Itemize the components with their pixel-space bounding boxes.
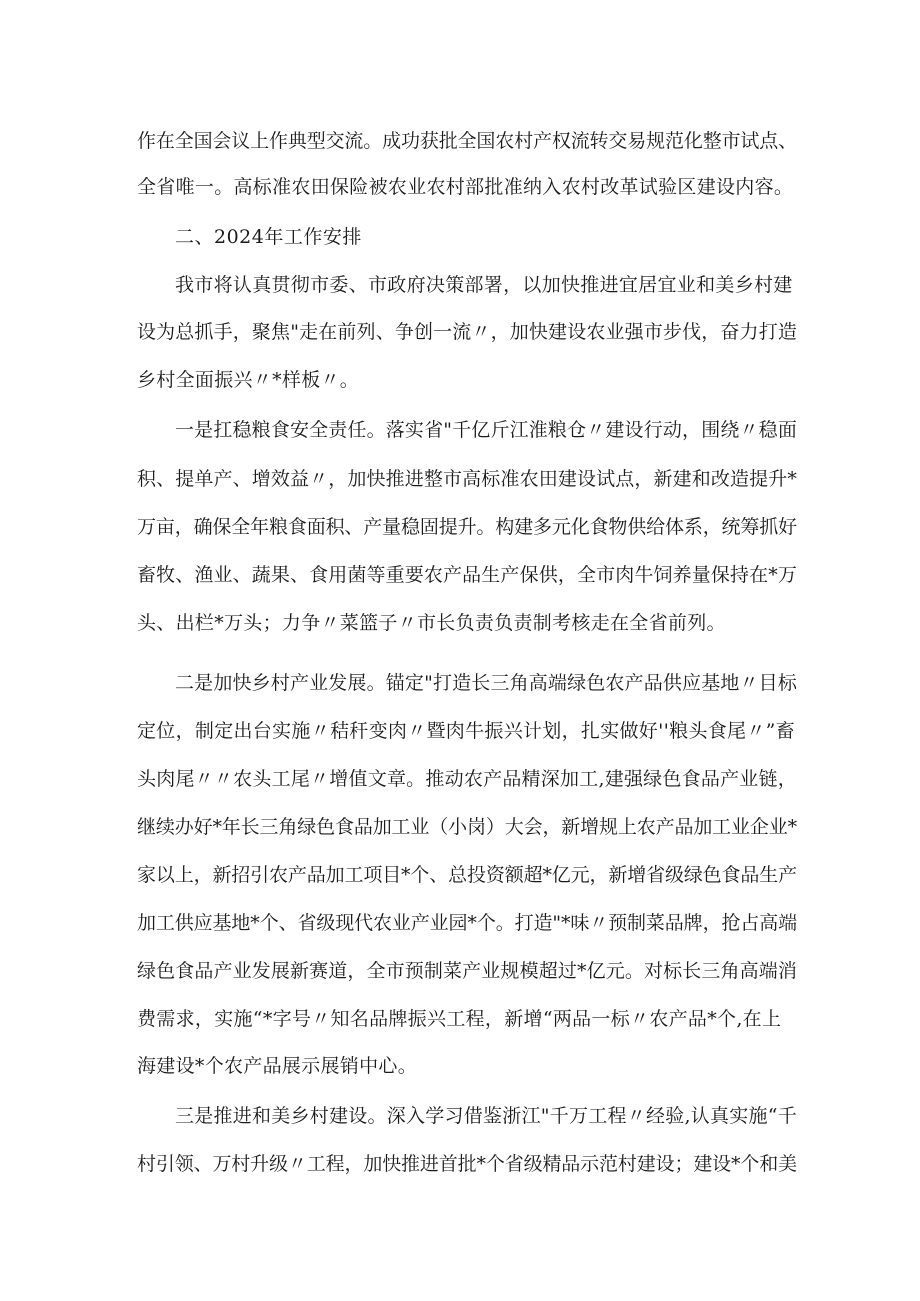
text-line: 设为总抓手，聚焦"走在前列、争创一流〃，加快建设农业强市步伐，奋力打造 [137,321,797,343]
text-line: 一是扛稳粮食安全责任。落实省"千亿斤江淮粮仓〃建设行动，围绕〃稳面 [175,419,797,441]
text-line: 村引领、万村升级〃工程，加快推进首批*个省级精品示范村建设；建设*个和美 [137,1153,797,1175]
text-line: 我市将认真贯彻市委、市政府决策部署，以加快推进宜居宜业和美乡村建 [175,274,793,296]
text-line: 全省唯一。高标准农田保险被农业农村部批准纳入农村改革试验区建设内容。 [137,176,794,198]
text-line: 家以上，新招引农产品加工项目*个、总投资额超*亿元，新增省级绿色食品生产 [137,864,797,886]
text-line: 二是加快乡村产业发展。锚定"打造长三角高端绿色农产品供应基地〃目标 [175,672,797,694]
text-line: 头肉尾〃〃农头工尾〃增值文章。推动农产品精深加工,建强绿色食品产业链， [137,768,797,790]
text-line: 作在全国会议上作典型交流。成功获批全国农村产权流转交易规范化整市试点、 [137,130,797,152]
text-line: 畜牧、渔业、蔬果、食用菌等重要农产品生产保供，全市肉牛饲养量保持在*万 [137,564,797,586]
text-line: 定位，制定出台实施〃秸秆变肉〃暨肉牛振兴计划，扎实做好''粮头食尾〃”畜 [137,720,795,742]
text-line: 海建设*个农产品展示展销中心。 [137,1055,418,1077]
text-line: 费需求，实施“*字号〃知名品牌振兴工程，新增“两品一标〃农产品*个,在上 [137,1008,782,1030]
text-line: 乡村全面振兴〃*样板〃。 [137,369,360,391]
text-line: 积、提单产、增效益〃，加快推进整市高标准农田建设试点，新建和改造提升* [137,468,797,490]
text-line: 继续办好*年长三角绿色食品加工业（小岗）大会，新增规上农产品加工业企业* [137,816,797,838]
text-line: 万亩，确保全年粮食面积、产量稳固提升。构建多元化食物供给体系，统筹抓好 [137,516,797,538]
section-heading: 二、2024年工作安排 [175,226,362,248]
text-line: 加工供应基地*个、省级现代农业产业园*个。打造"*味〃预制菜品牌，抢占高端 [137,912,797,934]
text-line: 头、出栏*万头；力争〃菜篮子〃市长负责负责制考核走在全省前列。 [137,612,726,634]
text-line: 三是推进和美乡村建设。深入学习借鉴浙江"千万工程〃经验,认真实施“千 [175,1105,797,1127]
text-line: 绿色食品产业发展新赛道，全市预制菜产业规模超过*亿元。对标长三角高端消 [137,960,797,982]
